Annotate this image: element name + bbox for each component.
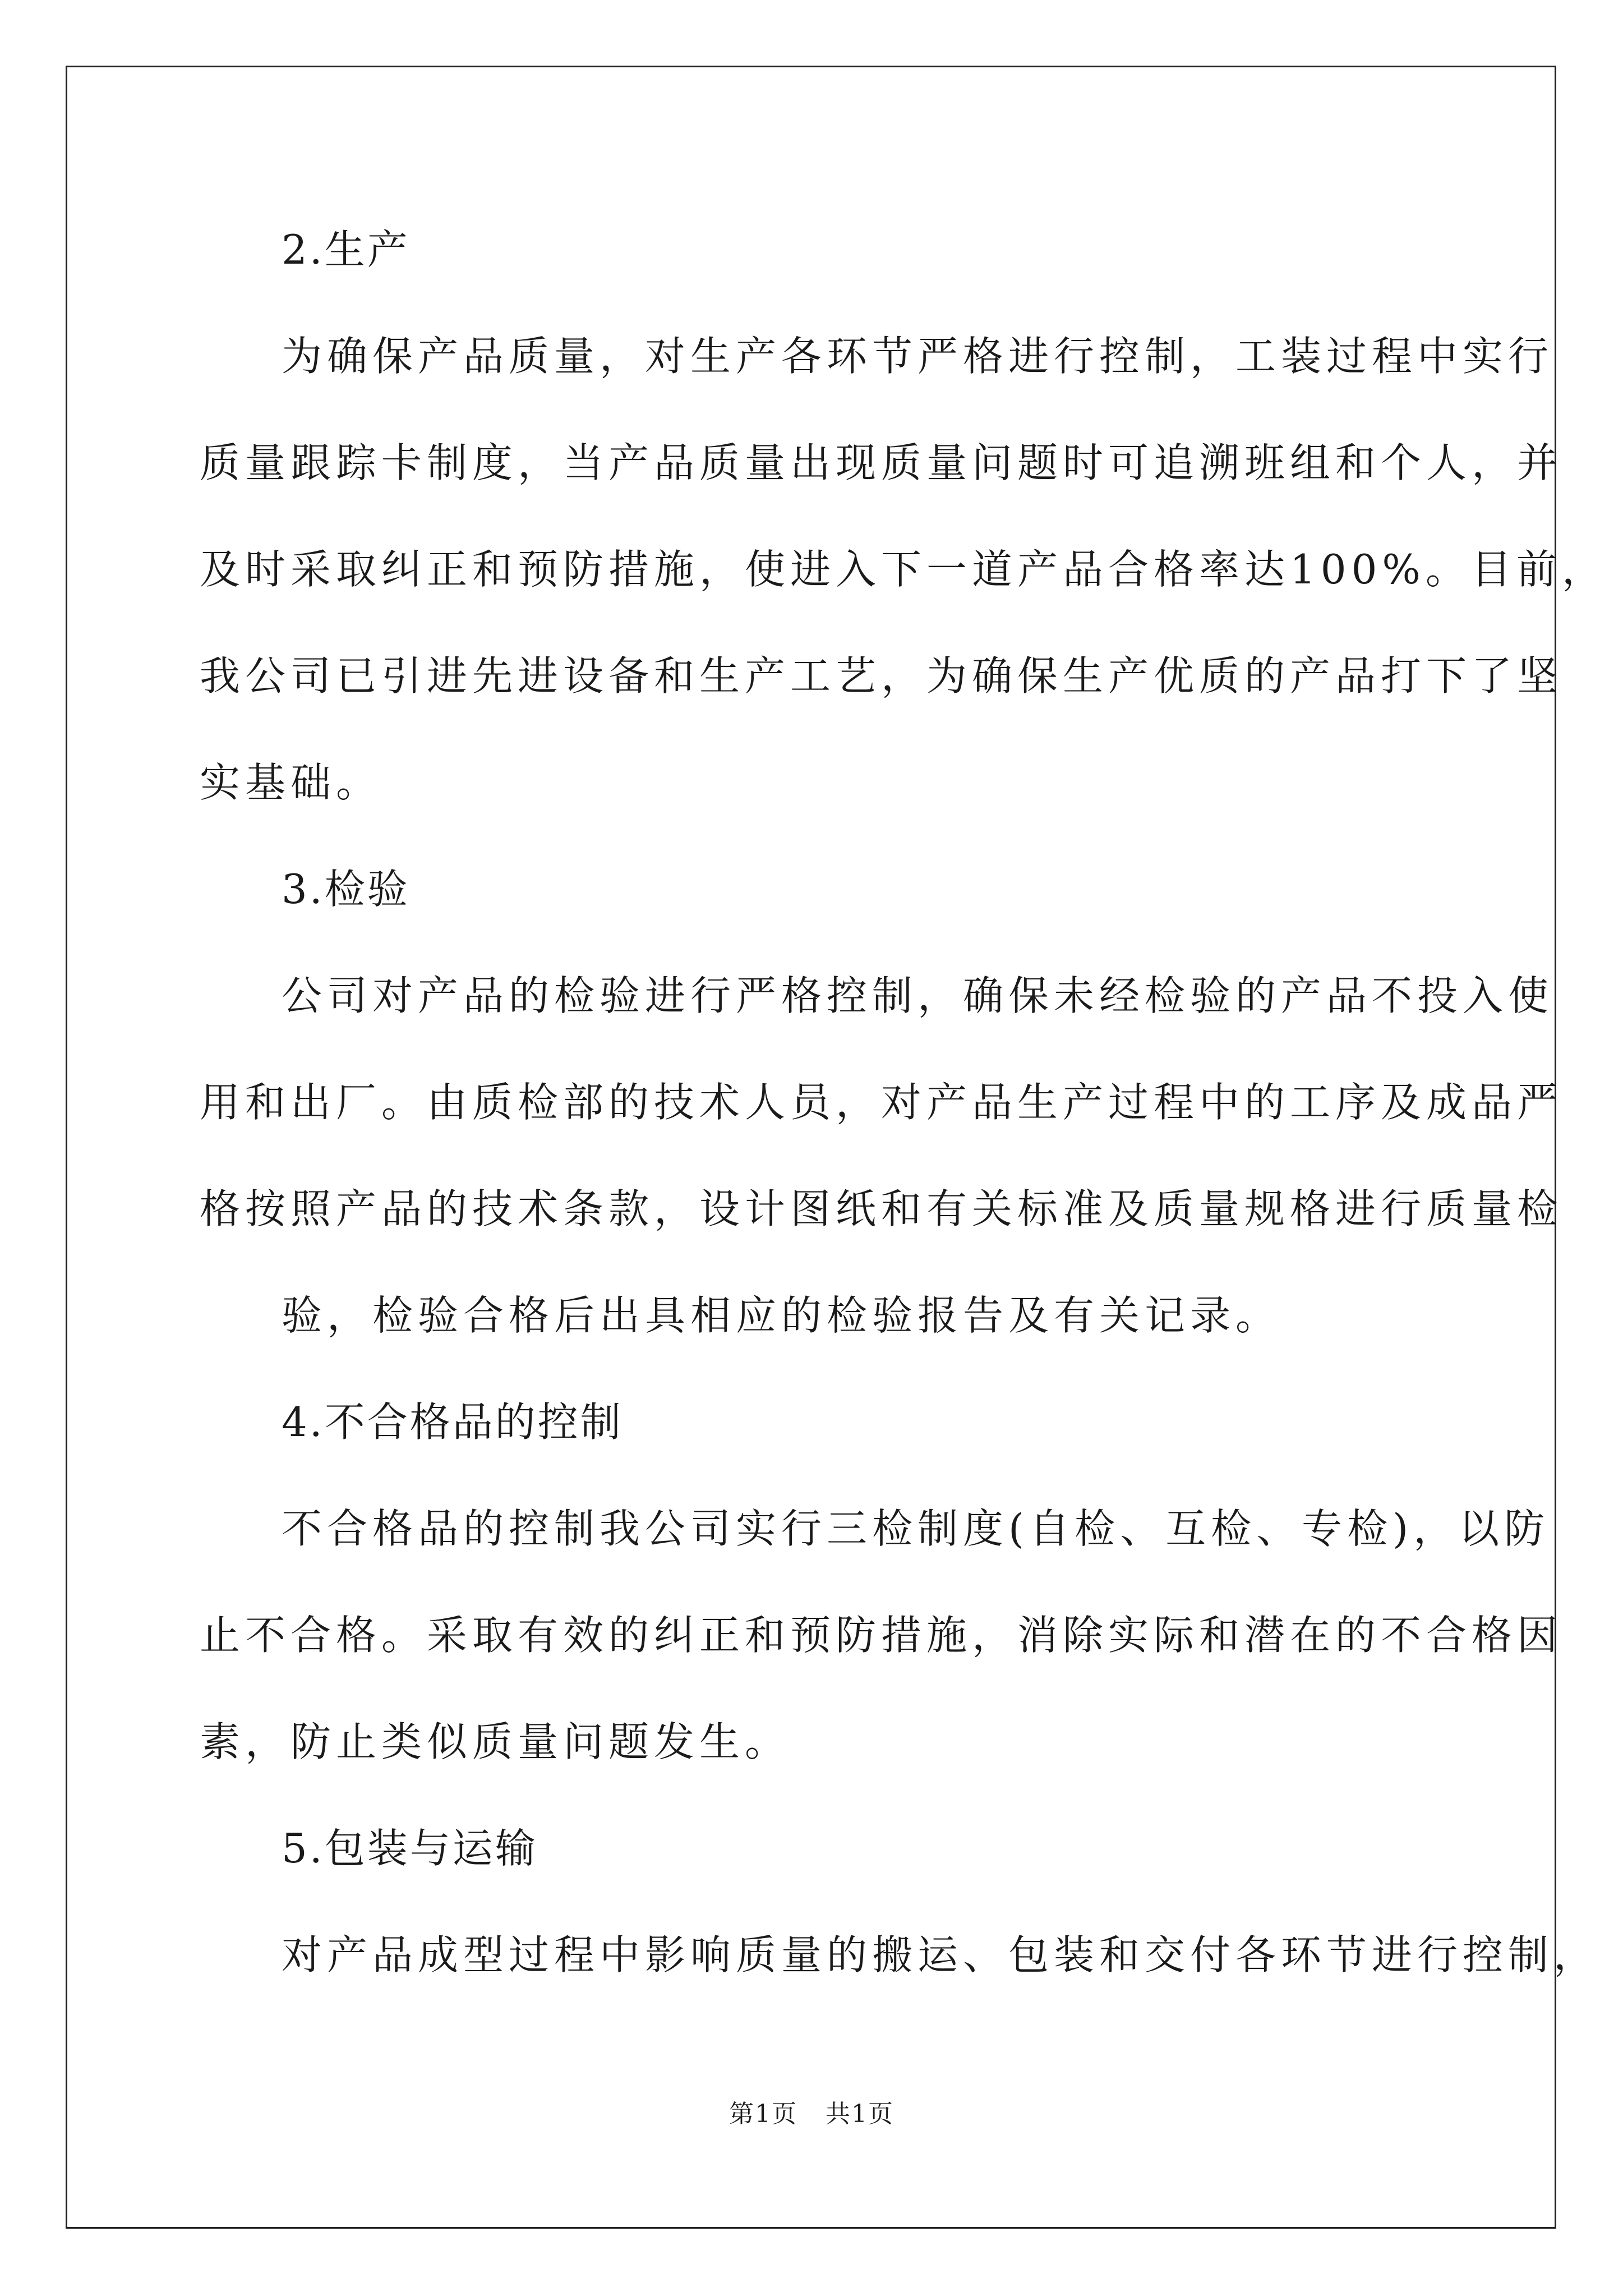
- paragraph-line: 对产品成型过程中影响质量的搬运、包装和交付各环节进行控制，: [282, 1931, 1599, 1978]
- paragraph-line: 公司对产品的检验进行严格控制，确保未经检验的产品不投入使: [282, 972, 1554, 1019]
- page-footer: [0, 2093, 1623, 2129]
- paragraph-line: 验，检验合格后出具相应的检验报告及有关记录。: [282, 1292, 1281, 1339]
- page-number: 第1页: [729, 2100, 797, 2128]
- paragraph-line: 素，防止类似质量问题发生。: [200, 1718, 791, 1765]
- section-heading-packaging: 5.包装与运输: [282, 1825, 538, 1872]
- paragraph-line: 止不合格。采取有效的纠正和预防措施，消除实际和潜在的不合格因: [200, 1612, 1563, 1659]
- paragraph-line: 为确保产品质量，对生产各环节严格进行控制，工装过程中实行: [282, 333, 1554, 380]
- paragraph-line: 我公司已引进先进设备和生产工艺，为确保生产优质的产品打下了坚: [200, 652, 1563, 700]
- paragraph-line: 不合格品的控制我公司实行三检制度(自检、互检、专检)，以防: [282, 1505, 1550, 1552]
- paragraph-line: 格按照产品的技术条款，设计图纸和有关标准及质量规格进行质量检: [200, 1185, 1563, 1232]
- document-body: [200, 219, 1607, 2031]
- section-heading-production: 2.生产: [282, 226, 410, 273]
- section-heading-nonconforming: 4.不合格品的控制: [282, 1398, 623, 1446]
- page-total: 共1页: [826, 2100, 894, 2128]
- section-heading-inspection: 3.检验: [282, 866, 410, 913]
- paragraph-line: 及时采取纠正和预防措施，使进入下一道产品合格率达100%。目前，: [200, 546, 1607, 593]
- paragraph-line: 实基础。: [200, 759, 382, 806]
- paragraph-line: 质量跟踪卡制度，当产品质量出现质量问题时可追溯班组和个人，并: [200, 439, 1563, 486]
- paragraph-line: 用和出厂。由质检部的技术人员，对产品生产过程中的工序及成品严: [200, 1079, 1563, 1126]
